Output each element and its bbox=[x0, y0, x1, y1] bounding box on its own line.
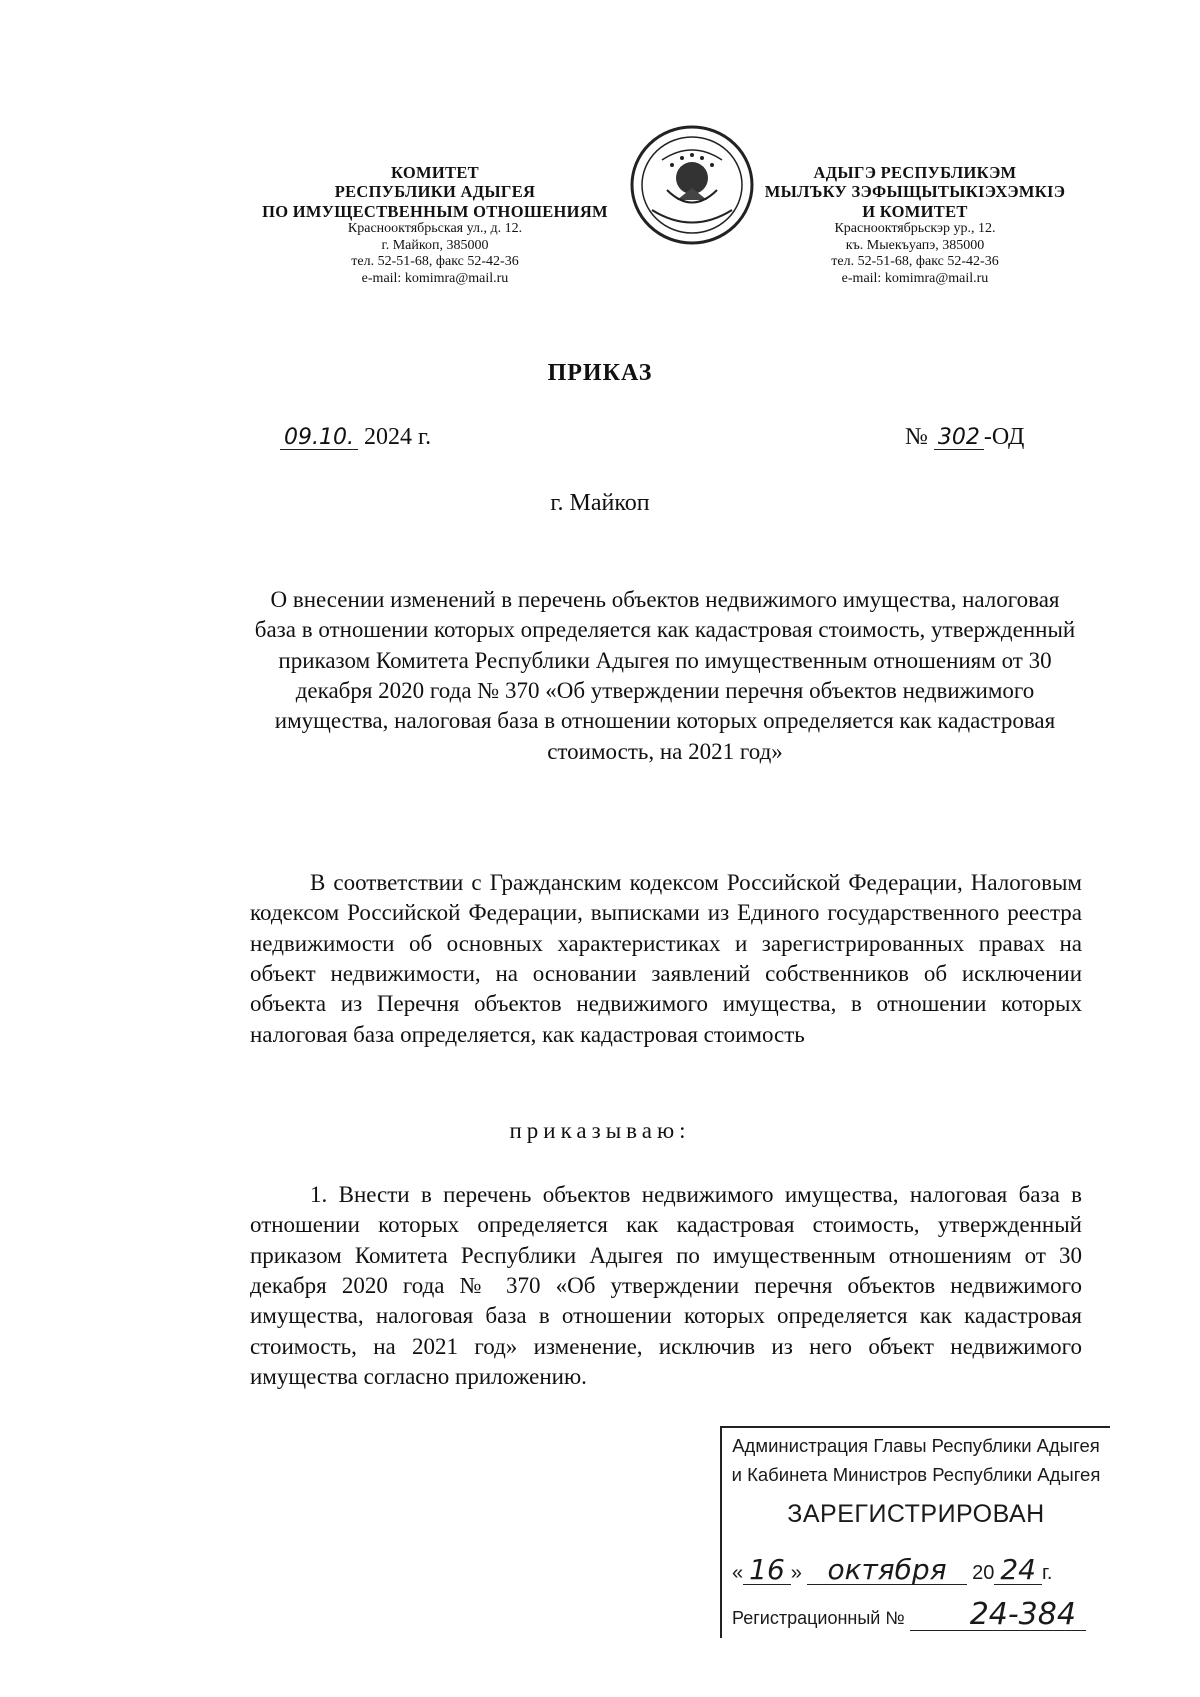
address-line: къ. Мыекъуапэ, 385000 bbox=[845, 237, 985, 253]
stamp-org-line: и Кабинета Министров Республики Адыгея bbox=[731, 1464, 1101, 1486]
email-line: e-mail: komimra@mail.ru bbox=[361, 270, 509, 286]
header-right bbox=[760, 163, 1070, 287]
stamp-month: октября bbox=[807, 1556, 966, 1585]
stamp-reg-label: Регистрационный № bbox=[732, 1608, 905, 1628]
address-line: Краснооктябрьская ул., д. 12. bbox=[347, 221, 523, 237]
address-line: Краснооктябрьскэр ур., 12. bbox=[834, 221, 996, 237]
handwritten-date: 09.10. bbox=[280, 426, 358, 450]
registration-stamp bbox=[720, 1426, 1110, 1638]
org-name-line: ПО ИМУЩЕСТВЕННЫМ ОТНОШЕНИЯМ bbox=[262, 201, 608, 221]
order-date bbox=[280, 424, 431, 451]
org-name-line: И КОМИТЕТ bbox=[862, 201, 968, 221]
handwritten-number: 302 bbox=[934, 426, 984, 450]
republic-of-adygea-emblem-icon bbox=[622, 120, 762, 250]
stamp-registration-number bbox=[732, 1597, 1086, 1632]
number-suffix: -ОД bbox=[983, 424, 1025, 450]
preamble-paragraph: В соответствии с Гражданским кодексом Российской Федерации, Налоговым кодексом Российской Федерации, выписками из Единого государственного реестра недвижимости об основных характеристиках и зарегистрированных правах на объект недвижимости, на основании заявлений собственников об исключении объекта из Перечня объектов недвижимого имущества, в отношении которых налоговая база определяется, как кадастровая стоимость bbox=[250, 870, 1082, 1047]
clause-1-paragraph: 1. Внести в перечень объектов недвижимого имущества, налоговая база в отношении которых определяется как кадастровая стоимость, утвержденный приказом Комитета Республики Адыгея по имущественным отношениям от 30 декабря 2020 года № 370 «Об утверждении перечня объектов недвижимого имущества, налоговая база в отношении которых определяется как кадастровая стоимость, на 2021 год» изменение, исключив из него объект недвижимого имущества согласно приложению. bbox=[250, 1182, 1082, 1390]
email-line: e-mail: komimra@mail.ru bbox=[841, 270, 989, 286]
address-line: г. Майкоп, 385000 bbox=[381, 237, 489, 253]
stamp-year-suffix: 24 bbox=[994, 1556, 1042, 1585]
date-year: 2024 г. bbox=[363, 424, 432, 450]
stamp-org-line: Администрация Главы Республики Адыгея bbox=[732, 1435, 1100, 1456]
orders-line: приказываю: bbox=[509, 1118, 691, 1143]
number-prefix: № bbox=[905, 424, 928, 450]
phone-line: тел. 52-51-68, факс 52-42-36 bbox=[351, 254, 519, 270]
org-name-line: МЫЛЪКУ ЗЭФЫЩЫТЫКIЭХЭМКIЭ bbox=[764, 182, 1066, 202]
org-name-line: КОМИТЕТ bbox=[391, 163, 479, 182]
org-name-line: РЕСПУБЛИКИ АДЫГЕЯ bbox=[334, 182, 536, 202]
stamp-status: ЗАРЕГИСТРИРОВАН bbox=[787, 1500, 1045, 1529]
stamp-date: « 16 » октября 20 24 г. bbox=[732, 1553, 1053, 1586]
order-number bbox=[905, 424, 1024, 451]
stamp-reg-number: 24-384 bbox=[910, 1600, 1086, 1631]
stamp-day: 16 bbox=[743, 1556, 791, 1585]
org-name-line: АДЫГЭ РЕСПУБЛИКЭМ bbox=[813, 163, 1017, 182]
order-subject: О внесении изменений в перечень объектов недвижимого имущества, налоговая база в отношении которых определяется как кадастровая стоимость, утвержденный приказом Комитета Республики Адыгея по имущественным отношениям от 30 декабря 2020 года № 370 «Об утверждении перечня объектов недвижимого имущества, налоговая база в отношении которых определяется как кадастровая стоимость, на 2021 год» bbox=[254, 587, 1076, 764]
city-line: г. Майкоп bbox=[550, 490, 650, 516]
phone-line: тел. 52-51-68, факс 52-42-36 bbox=[831, 254, 999, 270]
stamp-year-prefix: 20 bbox=[972, 1562, 995, 1584]
header-left bbox=[250, 163, 620, 287]
document-title: ПРИКАЗ bbox=[547, 360, 653, 386]
